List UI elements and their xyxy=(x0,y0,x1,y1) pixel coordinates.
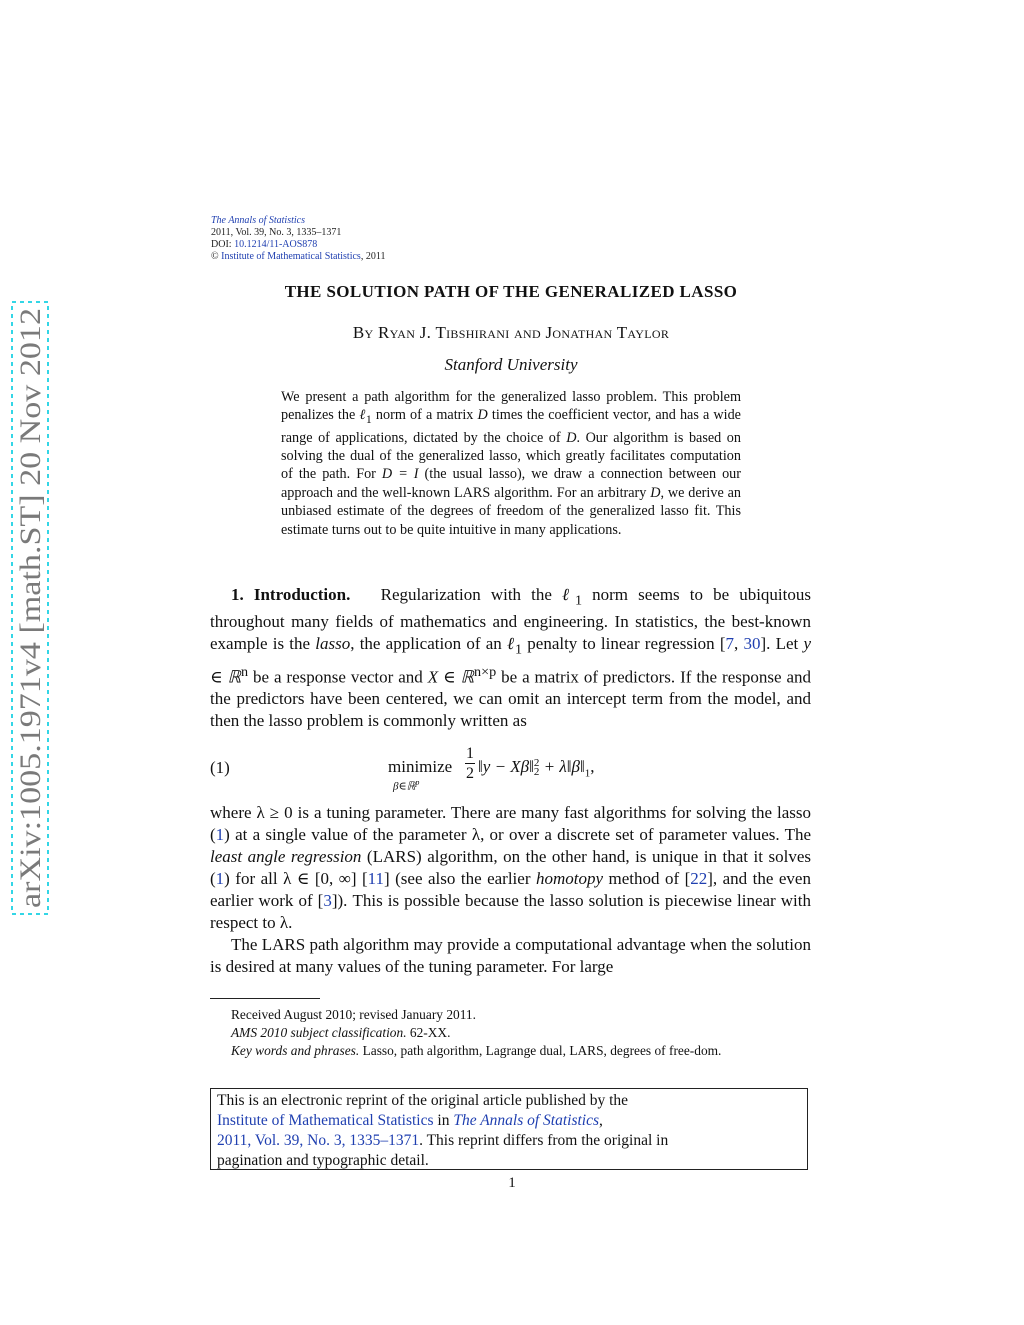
equation-number: (1) xyxy=(210,758,230,777)
publisher-link[interactable]: Institute of Mathematical Statistics xyxy=(217,1112,434,1129)
copyright-icon: © xyxy=(211,251,219,262)
abstract: We present a path algorithm for the generalized lasso problem. This problem penalizes the ℓ$_1$ norm of a matrix D times the coefficient vector, and has a wide range of applications, dictated by the choice of D. Our algorithm is based on solving the dual of the generalized lasso, which greatly facilitates computation of the path. For D = I (the usual lasso), we draw a connection between our approach and the well-known LARS algorithm. For an arbitrary D, we derive an unbiased estimate of the degrees of freedom of the generalized lasso fit. This estimate turns out to be quite intuitive in many applications. xyxy=(281,389,741,538)
lasso-objective: minimize β∈ℝ$^p$ 1 2 ‖y − Xβ‖ 2 2 + $\lambda‖\beta‖_1$, xyxy=(388,745,595,793)
author-line: By Ryan J. Tibshirani and Jonathan Taylor xyxy=(352,323,670,342)
received-note: Received August 2010; revised January 2011. xyxy=(231,1007,476,1022)
equation-1 xyxy=(210,744,811,794)
body-paragraph: The LARS path algorithm may provide a computational advantage when the solution is desired at many values of the tuning parameter. For large xyxy=(210,935,811,976)
equation-ref-link[interactable]: 1 xyxy=(215,869,225,888)
body-paragraph: where λ ≥ 0 is a tuning parameter. There are many fast algorithms for solving the lasso (1) at a single value of the parameter λ, or over a discrete set of parameter values. The least angle regression (LARS) algorithm, on the other hand, is unique in that it solves (1) for all λ ∈ [0, ∞] [11] (see also the earlier homotopy method of [22], and the even earlier work of [3]). This is possible because the lasso solution is piecewise linear with respect to λ. xyxy=(210,803,811,932)
arxiv-side-stamp xyxy=(8,298,52,918)
journal-link[interactable]: The Annals of Statistics xyxy=(453,1112,600,1129)
copyright-line: © Institute of Mathematical Statistics, 2011 xyxy=(211,251,386,262)
equation-ref-link[interactable]: 1 xyxy=(215,825,225,844)
arxiv-identifier: arXiv:1005.1971v4 [math.ST] 20 Nov 2012 xyxy=(14,379,47,908)
journal-header xyxy=(211,215,385,263)
doi-link[interactable]: 10.1214/11-AOS878 xyxy=(234,239,318,250)
paper-title: THE SOLUTION PATH OF THE GENERALIZED LASSO xyxy=(284,282,738,301)
citation-link[interactable]: 30 xyxy=(743,634,761,654)
argmin-subscript: β∈ℝ$^p$ xyxy=(393,778,420,793)
section-heading: 1. Introduction. xyxy=(231,585,351,604)
journal-name[interactable]: The Annals of Statistics xyxy=(211,215,305,226)
page-number: 1 xyxy=(508,1175,516,1191)
footnote-divider xyxy=(210,998,320,999)
affiliation: Stanford University xyxy=(444,355,578,374)
publisher-link[interactable]: Institute of Mathematical Statistics xyxy=(221,251,361,262)
citation-link[interactable]: 7 xyxy=(725,634,735,654)
citation-link[interactable]: 22 xyxy=(690,869,708,888)
volume-link[interactable]: 2011, Vol. 39, No. 3, 1335–1371 xyxy=(217,1132,420,1149)
volume-line: 2011, Vol. 39, No. 3, 1335–1371 xyxy=(211,227,342,238)
citation-link[interactable]: 3 xyxy=(323,891,332,910)
ams-classification: AMS 2010 subject classification. 62-XX. xyxy=(231,1025,451,1040)
fraction-one-half: 1 2 xyxy=(466,745,474,782)
intro-paragraph: 1. Introduction. Regularization with the ℓ$_1$ norm seems to be ubiquitous throughout many fields of mathematics and engineering. In statistics, the best-known example is the lasso, the application of an ℓ$_1$ penalty to linear regression [7, 30]. Let y ∈ ℝ$^n$ be a response vector and X ∈ ℝ$^{n\times p}$ be a matrix of predictors. If the response and the predictors have been centered, we can omit an intercept term from the model, and then the lasso problem is commonly written as xyxy=(210,585,811,731)
citation-link[interactable]: 11 xyxy=(367,869,385,888)
doi-line: DOI: 10.1214/11-AOS878 xyxy=(211,239,318,250)
footnotes xyxy=(210,1006,811,1060)
keywords: Key words and phrases. Lasso, path algorithm, Lagrange dual, LARS, degrees of free-dom. xyxy=(231,1043,722,1058)
reprint-notice-box: This is an electronic reprint of the original article published by the Institute of Mathematical Statistics in The Annals of Statistics, 2011, Vol. 39, No. 3, 1335–1371. This reprint differs from the original in pagination and typographic detail. xyxy=(210,1088,808,1170)
